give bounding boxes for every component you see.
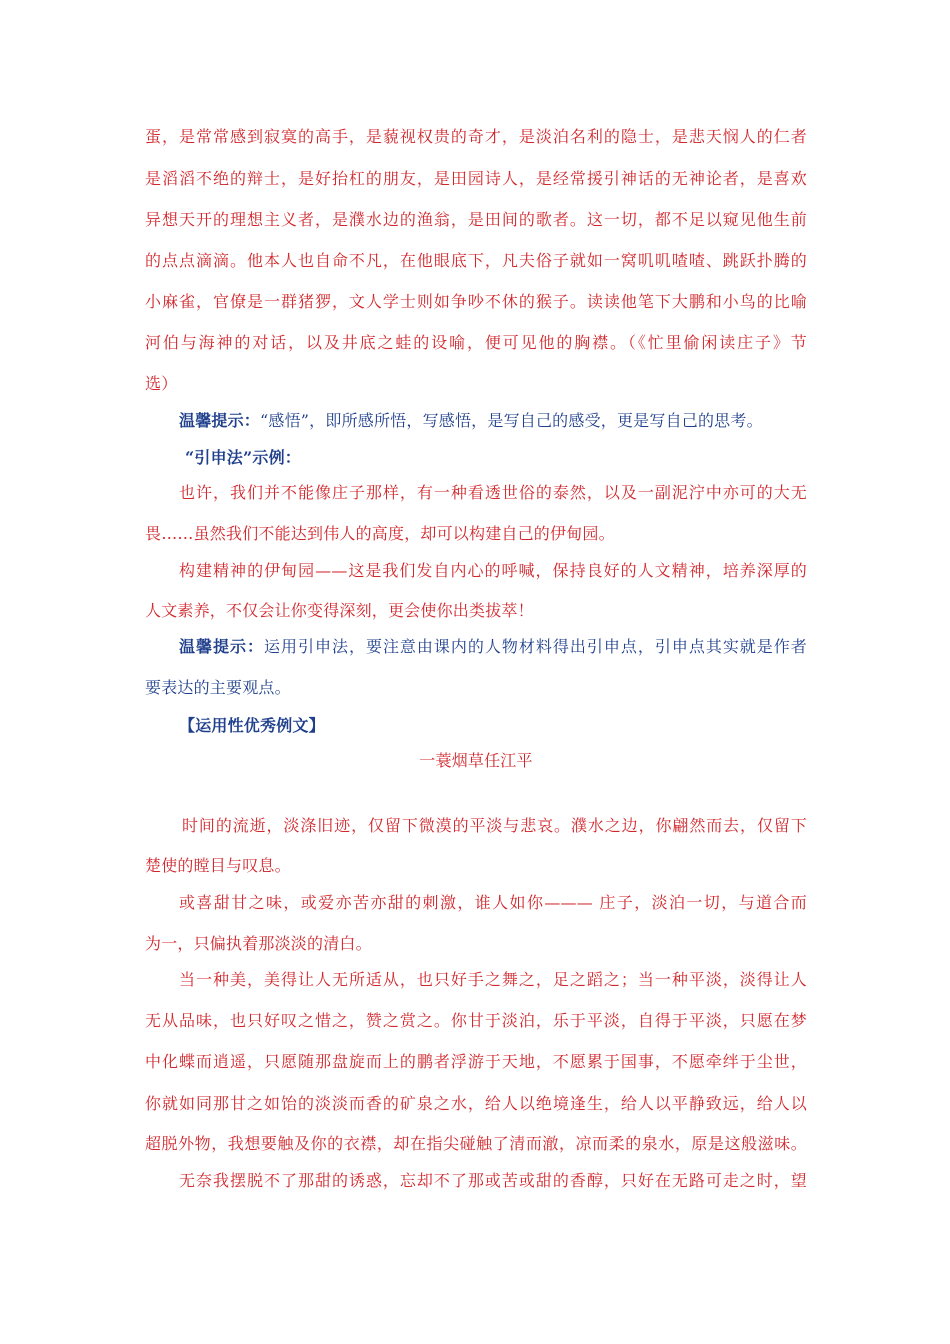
example-heading: “引申法”示例： <box>185 448 302 467</box>
paragraph-line: 的点点滴滴。他本人也自命不凡，在他眼底下，凡夫俗子就如一窝叽叽喳喳、跳跃扑腾的 <box>145 251 807 270</box>
paragraph-line: 畏……虽然我们不能达到伟人的高度，却可以构建自己的伊甸园。 <box>145 524 615 543</box>
tip-text: “感悟”，即所感所悟，写感悟，是写自己的感受，更是写自己的思考。 <box>260 411 763 430</box>
paragraph-line: 构建精神的伊甸园——这是我们发自内心的呼喊，保持良好的人文精神，培养深厚的 <box>179 561 807 580</box>
tip-line <box>179 410 807 432</box>
essay-title: 一蓑烟草任江平 <box>419 751 533 770</box>
essay-line: 当一种美，美得让人无所适从，也只好手之舞之，足之蹈之；当一种平淡，淡得让人 <box>179 970 807 989</box>
paragraph-line: 河伯与海神的对话，以及井底之蛙的设喻，便可见他的胸襟。（《忙里偷闲读庄子》节 <box>145 333 807 352</box>
tip-label: 温馨提示： <box>179 411 261 430</box>
essay-line: 楚使的瞠目与叹息。 <box>145 856 291 875</box>
paragraph-line: 也许，我们并不能像庄子那样，有一种看透世俗的泰然，以及一副泥泞中亦可的大无 <box>179 483 807 502</box>
paragraph-line: 小麻雀，官僚是一群猪猡，文人学士则如争吵不休的猴子。读读他笔下大鹏和小鸟的比喻 <box>145 292 807 311</box>
paragraph-line: 是滔滔不绝的辩士，是好抬杠的朋友，是田园诗人，是经常援引神话的无神论者，是喜欢 <box>145 169 807 188</box>
essay-line: 无奈我摆脱不了那甜的诱惑，忘却不了那或苦或甜的香醇，只好在无路可走之时，望 <box>179 1171 807 1190</box>
tip-text: 运用引申法，要注意由课内的人物材料得出引申点，引申点其实就是作者 <box>263 637 807 656</box>
essay-line: 时间的流逝，淡涤旧迹，仅留下微漠的平淡与悲哀。濮水之边，你翩然而去，仅留下 <box>182 816 807 835</box>
essay-line: 中化蝶而逍遥，只愿随那盘旋而上的鹏者浮游于天地，不愿累于国事，不愿牵绊于尘世， <box>145 1052 807 1071</box>
section-heading: 【运用性优秀例文】 <box>179 716 325 735</box>
essay-line: 或喜甜甘之味，或爱亦苦亦甜的刺激，谁人如你——— 庄子，淡泊一切，与道合而 <box>179 893 807 912</box>
paragraph-line: 异想天开的理想主义者，是濮水边的渔翁，是田间的歌者。这一切，都不足以窥见他生前 <box>145 210 807 229</box>
tip-line <box>179 636 807 658</box>
paragraph-line: 人文素养，不仅会让你变得深刻，更会使你出类拔萃！ <box>145 601 534 620</box>
tip-label: 温馨提示： <box>179 637 264 656</box>
essay-line: 超脱外物，我想要触及你的衣襟，却在指尖碰触了清而澈，凉而柔的泉水，原是这般滋味。 <box>145 1134 807 1153</box>
essay-line: 无从品味，也只好叹之惜之，赞之赏之。你甘于淡泊，乐于平淡，自得于平淡，只愿在梦 <box>145 1011 807 1030</box>
paragraph-line: 选） <box>145 374 178 393</box>
essay-line: 为一，只偏执着那淡淡的清白。 <box>145 934 372 953</box>
paragraph-line: 要表达的主要观点。 <box>145 678 291 697</box>
essay-line: 你就如同那甘之如饴的淡淡而香的矿泉之水，给人以绝境逢生，给人以平静致远，给人以 <box>145 1094 807 1113</box>
paragraph-line: 蛋，是常常感到寂寞的高手，是藐视权贵的奇才，是淡泊名利的隐士，是悲天悯人的仁者 <box>145 127 807 146</box>
